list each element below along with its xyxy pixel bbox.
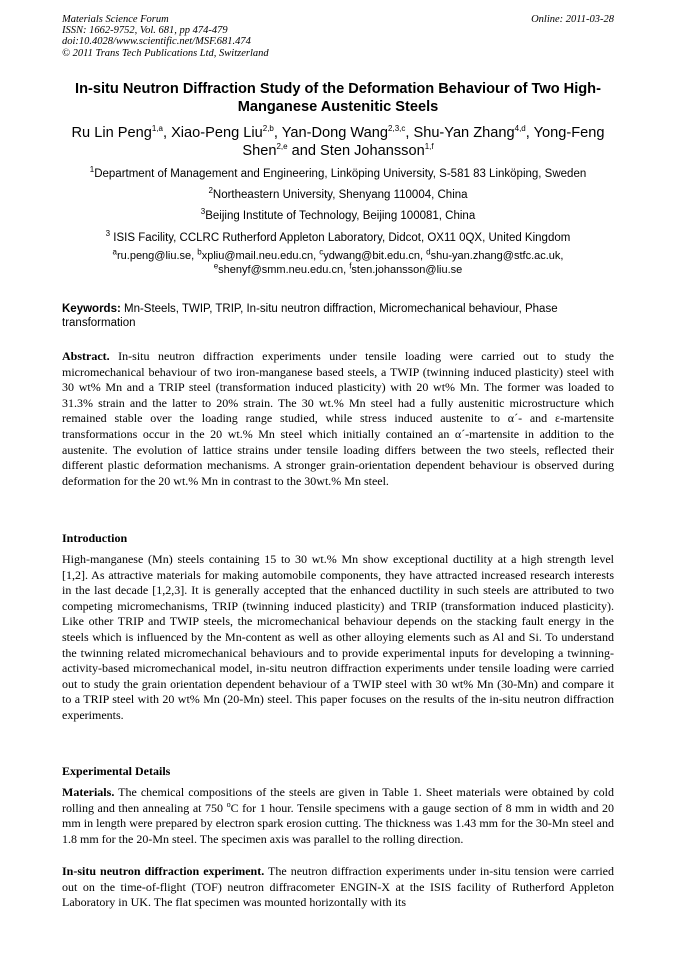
doi-line: doi:10.4028/www.scientific.net/MSF.681.474	[62, 36, 251, 48]
affiliation-4: $^3$ ISIS Facility, CCLRC Rutherford Appleton Laboratory, Didcot, OX11 0QX, United Kingdom	[105, 229, 571, 244]
journal-header	[62, 14, 482, 59]
author: Yan-Dong Wang$^{2,3,c}$,	[281, 124, 414, 141]
email: $^e$shenyf@smm.neu.edu.cn,	[213, 261, 350, 276]
email: $^b$xpliu@mail.neu.edu.cn,	[197, 247, 320, 262]
abstract-text: In-situ neutron diffraction experiments under tensile loading were carried out to study the micromechanical behaviour of two iron-manganese based steels, a TWIP (twinning induced plasticity) steel with 30 wt% Mn and a TRIP steel (transformation induced plasticity) with 20 wt% Mn. The former was loaded to 31.3% strain and the latter to 20% strain. The 30 wt.% Mn steel had a fully austenitic microstructure which remained stable over the loading range studied, while stress induced austenite to α´- and ε-martensite transformations occur in the 20 wt.% Mn steel which initially contained an α´-martensite in addition to the austenite. The evolution of lattice strains under tensile loading differs between the two steels, reflected their different plastic deformation mechanisms. A stronger grain-orientation dependent behaviour is observed during deformation for the 20 wt.% Mn in contrast to the 30wt.% Mn steel.	[62, 349, 614, 488]
email: $^d$shu-yan.zhang@stfc.ac.uk,	[426, 247, 564, 262]
keywords	[62, 302, 614, 330]
materials-paragraph: Materials. The chemical compositions of the steels are given in Table 1. Sheet materials were obtained by cold rolling and then annealing at 750 $^o$C for 1 hour. Tensile specimens with a gauge section of 8 mm in width and 20 mm in length were prepared by electron spark erosion cutting. The thickness was 1.43 mm for the 30-Mn steel and 1.8 mm for the 20-Mn steel. The specimen axis was parallel to the rolling direction.	[62, 785, 614, 846]
issn-line: ISSN: 1662-9752, Vol. 681, pp 474-479	[62, 25, 228, 37]
author-list	[62, 124, 614, 160]
experimental-heading: Experimental Details	[62, 764, 171, 778]
abstract-label: Abstract.	[62, 349, 110, 363]
insitu-label: In-situ neutron diffraction experiment.	[62, 864, 265, 878]
keywords-label: Keywords:	[62, 303, 121, 315]
author: Shu-Yan Zhang$^{4,d}$,	[413, 124, 534, 141]
copyright-line: © 2011 Trans Tech Publications Ltd, Switzerland	[62, 47, 269, 59]
email: $^a$ru.peng@liu.se,	[112, 247, 198, 262]
author: Sten Johansson$^{1,f}$	[320, 142, 434, 159]
keywords-text: Mn-Steels, TWIP, TRIP, In-situ neutron diffraction, Micromechanical behaviour, Phase transformation	[62, 303, 558, 329]
journal-name: Materials Science Forum	[62, 14, 169, 25]
introduction-heading: Introduction	[62, 531, 128, 545]
author: Xiao-Peng Liu$^{2,b}$,	[171, 124, 282, 141]
email: $^f$sten.johansson@liu.se	[349, 261, 463, 276]
affiliation-2: $^2$Northeastern University, Shenyang 110004, China	[208, 186, 468, 201]
affiliation-1: $^1$Department of Management and Engineering, Linköping University, S-581 83 Linköping, Sweden	[89, 165, 587, 180]
materials-label: Materials.	[62, 785, 115, 799]
insitu-paragraph: In-situ neutron diffraction experiment. The neutron diffraction experiments under in-situ tension were carried out on the time-of-flight (TOF) neutron diffracometer ENGIN-X at the ISIS facility of Rutherford Appleton Laboratory in UK. The flat specimen was mounted horizontally with its	[62, 864, 614, 910]
author-emails	[62, 249, 614, 277]
introduction-text: High-manganese (Mn) steels containing 15 to 30 wt.% Mn show exceptional ductility at a high strength level [1,2]. As attractive materials for making automobile components, they have attracted increased research interests in the last decade [1,2,3]. It is generally accepted that the enhanced ductility in such steels are attributed to two competing micromechanisms, TRIP (twinning induced plasticity) and TRIP (transformation induced plasticity). Like other TRIP and TWIP steels, the micromechanical behaviour depends on the stacking fault energy in the steels which is influenced by the Mn-content as well as other alloying elements such as Al and Si. To understand the twinning related micromechanical behaviours and to provide experimental inputs for developing a twinning-activity-based micromechanical model, in-situ neutron diffraction experiments under tensile loading were carried out to study the grain orientation dependent behaviour of a TWIP steel with 30 wt% Mn (30-Mn) and compare it to a TRIP steel with 20 wt% Mn (20-Mn) steel. This paper focuses on the results of the in-situ neutron diffraction experiments.	[62, 552, 614, 722]
email: $^c$ydwang@bit.edu.cn,	[319, 247, 427, 262]
affiliation-3: $^3$Beijing Institute of Technology, Beijing 100081, China	[200, 207, 476, 222]
abstract	[62, 349, 614, 489]
author: Yong-Feng Shen$^{2,e}$ and	[242, 125, 605, 159]
paper-title: In-situ Neutron Diffraction Study of the Deformation Behaviour of Two High-Manganese Austenitic Steels	[75, 81, 601, 115]
author: Ru Lin Peng$^{1,a}$,	[71, 124, 172, 141]
online-date: Online: 2011-03-28	[531, 14, 614, 25]
